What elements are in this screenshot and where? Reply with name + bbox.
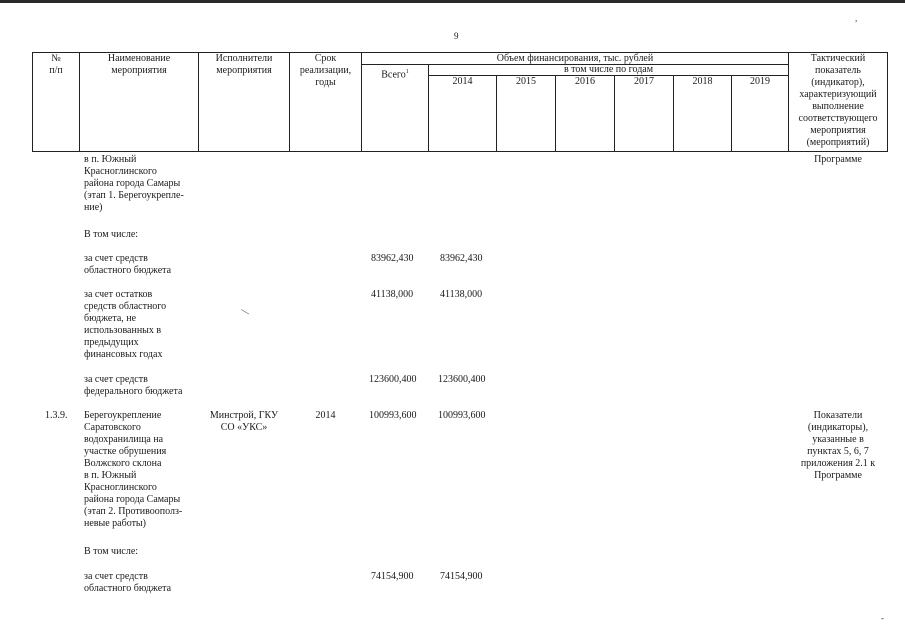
funding-source-label: за счет средств областного бюджета: [84, 571, 172, 594]
continued-item-name: в п. Южный Красноглинского района города Самары (этап 1. Берегоукрепле- ние): [84, 154, 184, 213]
header-total: Всего$^1$: [381, 69, 409, 81]
funding-2014: 74154,900: [440, 571, 483, 582]
item-number: 1.3.9.: [45, 410, 68, 421]
header-year-2016: 2016: [575, 76, 595, 87]
including-label: В том числе:: [84, 546, 139, 557]
scan-mark: -: [881, 613, 884, 623]
funding-source-label: за счет средств областного бюджета: [84, 253, 172, 276]
header-year-2018: 2018: [692, 76, 713, 87]
header-name: Наименование мероприятия: [107, 53, 171, 76]
item-name: Берегоукрепление Саратовского водохранилища на участке обрушения Волжского склона в п. Южный Красноглинского района города Самары (этап 2. Противоополз- невые работы): [84, 410, 183, 529]
including-label: В том числе:: [84, 229, 139, 240]
funding-total: 74154,900: [371, 571, 414, 582]
funding-total: 83962,430: [371, 253, 414, 264]
item-executors: Минстрой, ГКУ СО «УКС»: [209, 410, 279, 433]
funding-total: 41138,000: [371, 289, 414, 300]
funding-total: 123600,400: [369, 374, 417, 385]
header-funding: Объем финансирования, тыс. рублей: [496, 53, 654, 64]
page-top-rule: [0, 0, 905, 3]
item-2014: 100993,600: [438, 410, 486, 421]
header-indicator: Тактический показатель (индикатор), характеризующий выполнение соответствующего мероприятия (мероприятий): [798, 53, 878, 148]
page-number: 9: [454, 31, 459, 41]
continued-item-indicator: Программе: [814, 154, 862, 165]
header-year-2019: 2019: [750, 76, 770, 87]
funding-2014: 83962,430: [440, 253, 483, 264]
funding-2014: 41138,000: [440, 289, 483, 300]
header-year-2017: 2017: [634, 76, 654, 87]
header-year-2015: 2015: [516, 76, 536, 87]
header-no: № п/п: [49, 53, 63, 76]
funding-2014: 123600,400: [438, 374, 486, 385]
funding-source-label: за счет средств федерального бюджета: [84, 374, 183, 397]
scan-mark: ,: [855, 13, 858, 23]
header-executors: Исполнители мероприятия: [215, 53, 273, 76]
item-term: 2014: [315, 410, 336, 421]
scan-mark: —: [239, 304, 252, 318]
header-by-years: в том числе по годам: [563, 64, 654, 75]
header-term: Срок реализации, годы: [299, 53, 352, 88]
item-indicator: Показатели (индикаторы), указанные в пунктах 5, 6, 7 приложения 2.1 к Программе: [800, 410, 876, 481]
funding-source-label: за счет остатков средств областного бюджета, не использованных в предыдущих финансовых годах: [84, 289, 167, 360]
header-year-2014: 2014: [452, 76, 473, 87]
item-total: 100993,600: [369, 410, 417, 421]
